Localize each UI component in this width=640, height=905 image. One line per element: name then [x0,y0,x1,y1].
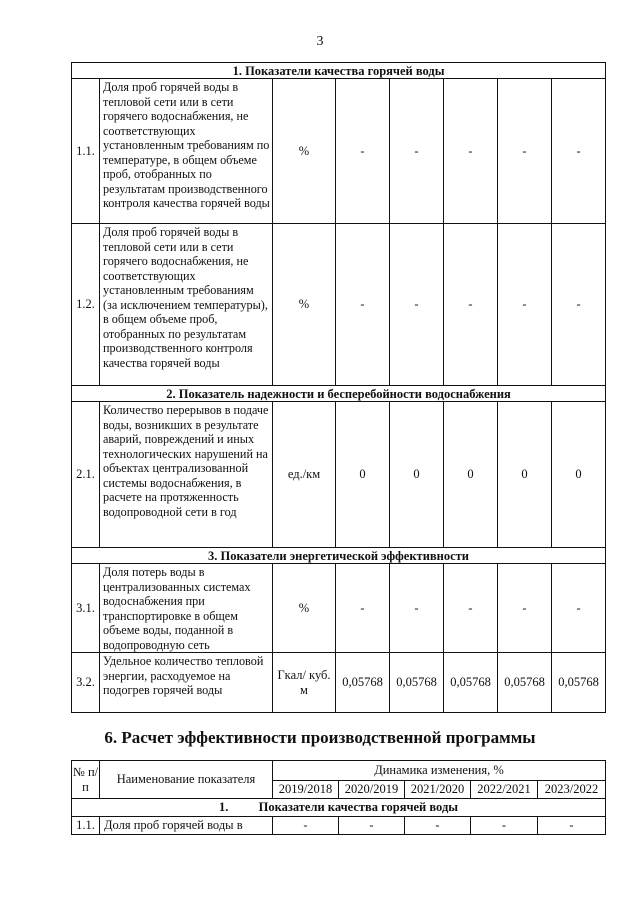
section-header-row [72,386,606,402]
value-cell: - [390,79,444,224]
row-number: 3.1. [72,564,100,653]
indicator-name: Удельное количество тепловой энергии, расходуемое на подогрев горячей воды [100,653,273,713]
value-cell: - [405,817,471,835]
value-cell: - [444,224,498,386]
value-cell: 0 [498,402,552,548]
table-row [72,653,606,713]
indicator-name: Доля проб горячей воды в [100,817,273,835]
period-header: 2021/2020 [405,781,471,799]
section-label: Показатели качества горячей воды [258,800,459,814]
value-cell: - [498,564,552,653]
value-cell: 0,05768 [498,653,552,713]
efficiency-table [71,760,606,835]
value-cell: - [471,817,538,835]
value-cell: - [339,817,405,835]
period-header: 2023/2022 [538,781,606,799]
row-number: 1.1. [72,817,100,835]
indicators-table [71,62,606,713]
indicator-name: Доля потерь воды в централизованных системах водоснабжения при транспортировке в общем объеме воды, поданной в водопроводную сеть [100,564,273,653]
value-cell: - [538,817,606,835]
row-number: 1.1. [72,79,100,224]
section-title: 1. Показатели качества горячей воды [72,63,606,79]
row-number: 1.2. [72,224,100,386]
section-header-row [72,548,606,564]
value-cell: - [498,224,552,386]
value-cell: 0,05768 [552,653,606,713]
table-row [72,224,606,386]
value-cell: - [336,79,390,224]
value-cell: - [552,224,606,386]
column-header-name: Наименование показателя [100,761,273,799]
column-header-number: № п/п [72,761,100,799]
row-number: 2.1. [72,402,100,548]
section-header-row [72,799,606,817]
unit-cell: Гкал/ куб. м [273,653,336,713]
value-cell: 0 [552,402,606,548]
indicator-name: Количество перерывов в подаче воды, возникших в результате аварий, повреждений и иных технологических нарушений на объектах централизованной системы водоснабжения, в расчете на протяженность водопроводной сети в год [100,402,273,548]
unit-cell: % [273,224,336,386]
value-cell: - [336,564,390,653]
indicator-name: Доля проб горячей воды в тепловой сети или в сети горячего водоснабжения, не соответствующих установленным требованиям по температуре, в общем объеме проб, отобранных по результатам производственного контроля качества горячей воды [100,79,273,224]
value-cell: 0 [390,402,444,548]
value-cell: - [444,79,498,224]
unit-cell: ед./км [273,402,336,548]
unit-cell: % [273,564,336,653]
section-number: 1. [218,800,229,814]
value-cell: - [552,79,606,224]
period-header: 2020/2019 [339,781,405,799]
value-cell: 0,05768 [444,653,498,713]
value-cell: 0,05768 [390,653,444,713]
row-number: 3.2. [72,653,100,713]
table-row [72,817,606,835]
period-header: 2019/2018 [273,781,339,799]
value-cell: - [273,817,339,835]
value-cell: 0 [336,402,390,548]
table-row [72,79,606,224]
value-cell: 0,05768 [336,653,390,713]
value-cell: 0 [444,402,498,548]
value-cell: - [336,224,390,386]
unit-cell: % [273,79,336,224]
indicator-name: Доля проб горячей воды в тепловой сети или в сети горячего водоснабжения, не соответствующих установленным требованиям (за исключением температуры), в общем объеме проб, отобранных по результатам производственного контроля качества горячей воды [100,224,273,386]
value-cell: - [552,564,606,653]
value-cell: - [390,224,444,386]
column-header-dynamics: Динамика изменения, % [273,761,606,781]
period-header: 2022/2021 [471,781,538,799]
page-number: 3 [316,34,324,49]
table-row [72,564,606,653]
value-cell: - [390,564,444,653]
section-title [72,799,606,817]
section-title: 2. Показатель надежности и бесперебойности водоснабжения [72,386,606,402]
table-row [72,402,606,548]
header-row [72,761,606,781]
value-cell: - [444,564,498,653]
section-heading: 6. Расчет эффективности производственной программы [104,728,536,747]
section-header-row [72,63,606,79]
value-cell: - [498,79,552,224]
section-title: 3. Показатели энергетической эффективности [72,548,606,564]
